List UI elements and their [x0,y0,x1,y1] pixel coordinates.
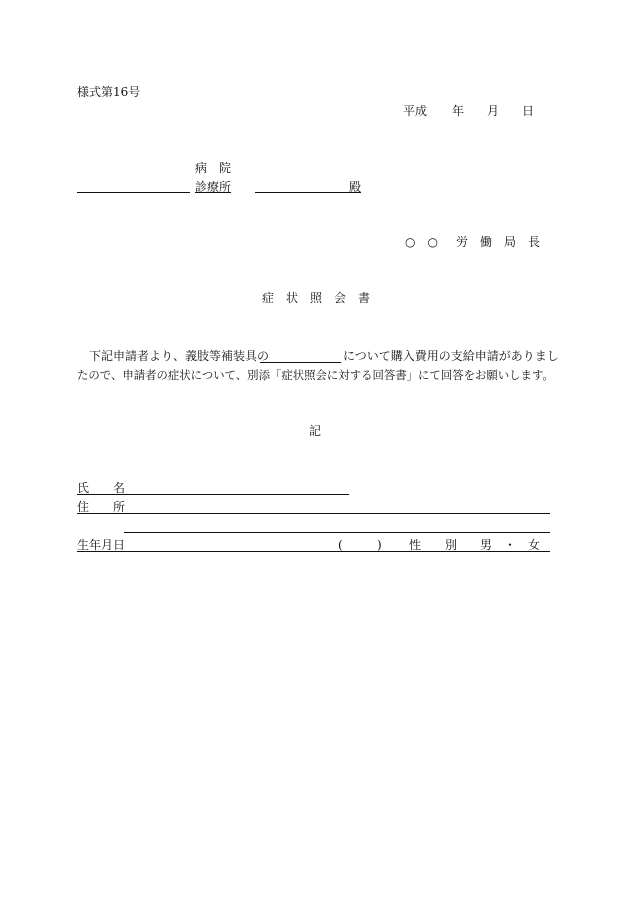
note-mark: 記 [309,424,322,438]
device-name-underline [260,362,341,363]
address-field-underline-2 [124,532,550,533]
addressee-honorific: 殿 [349,180,362,194]
age-close-paren: ) [377,538,382,552]
addressee-name-underline [77,192,190,193]
date-era: 平成 [403,104,428,118]
addressee-doctor-underline [255,192,349,193]
sex-label: 性 別 [409,538,458,552]
age-open-paren: ( [338,538,343,552]
form-number: 様式第16号 [77,85,141,99]
date-year: 年 [452,104,465,118]
body-line1-after: について購入費用の支給申請がありまし [343,349,559,363]
addressee-hospital: 病 院 [195,161,232,175]
body-line2: たので、申請者の症状について、別添「症状照会に対する回答書」にて回答をお願いします。 [77,368,554,382]
addressee-clinic: 診療所 [195,180,232,194]
document-title: 症 状 照 会 書 [262,291,371,305]
address-field-underline [77,513,550,514]
date-month: 月 [487,104,500,118]
sex-options: 男 ・ 女 [480,538,541,552]
address-label: 住 所 [77,500,126,514]
body-line1-before: 下記申請者より、義肢等補装具の [89,349,270,363]
date-day: 日 [522,104,535,118]
sender-marks: ○ ○ [405,235,438,249]
birthdate-sex-underline [77,551,550,552]
birthdate-label: 生年月日 [77,538,126,552]
sender-title: 労 働 局 長 [456,235,541,249]
name-field-underline [77,494,349,495]
name-label: 氏 名 [77,481,126,495]
